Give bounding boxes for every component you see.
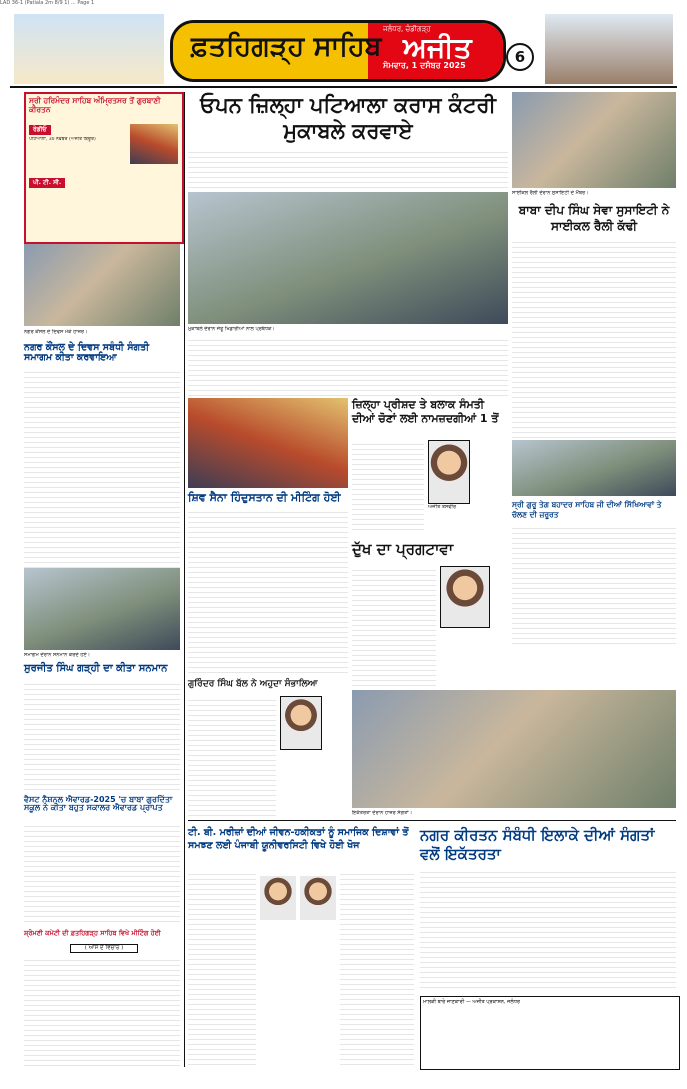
notice-title: ਸ੍ਰੀ ਹਰਿਮੰਦਰ ਸਾਹਿਬ ਅੰਮ੍ਰਿਤਸਰ ਤੋਂ ਗੁਰਬਾਣੀ ਕੀਰਤਨ — [29, 96, 161, 114]
honour-caption: ਸਮਾਗਮ ਦੌਰਾਨ ਸਨਮਾਨ ਕਰਦੇ ਹੋਏ। — [24, 652, 91, 658]
lead-intro — [188, 148, 508, 190]
guru-article — [512, 524, 676, 644]
edition-place: ਜਲੰਧਰ, ਚੰਡੀਗੜ੍ਹ — [383, 25, 431, 33]
section-title: ਫ਼ਤਹਿਗੜ੍ਹ ਸਾਹਿਬ — [191, 31, 382, 62]
header-rule — [10, 86, 677, 88]
gurdwara-illustration — [14, 14, 164, 84]
masthead — [170, 20, 506, 82]
cycle-caption: ਸਾਈਕਲ ਰੈਲੀ ਦੌਰਾਨ ਸੁਸਾਇਟੀ ਦੇ ਮੈਂਬਰ। — [512, 190, 589, 196]
council-article — [24, 368, 180, 568]
notice-tag-ptc: ਪੀ. ਟੀ. ਸੀ. — [29, 178, 65, 188]
notice-text: ਪਟਿਆਲਾ, 30 ਨਵੰਬਰ (ਅਜੀਤ ਬਿਊਰੋ) — [29, 137, 96, 142]
tb-article-col2 — [340, 870, 414, 1066]
gurinder-headline: ਗੁਰਿੰਦਰ ਸਿੰਘ ਬੱਲ ਨੇ ਅਹੁਦਾ ਸੰਭਾਲਿਆ — [188, 679, 318, 689]
lead-group-photo — [188, 192, 508, 324]
ceremony-photo — [512, 440, 676, 496]
nagar-kirtan-headline: ਨਗਰ ਕੀਰਤਨ ਸੰਬੰਧੀ ਇਲਾਕੇ ਦੀਆਂ ਸੰਗਤਾਂ ਵਲੋਂ ਇਕੱਤਰਤਾ — [420, 826, 655, 863]
shiv-sena-photo — [188, 398, 348, 488]
radio-notice-box — [24, 92, 184, 244]
ownership-notice — [420, 996, 680, 1070]
nagar-kirtan-article — [420, 868, 676, 992]
ownership-notice-text: ਮਾਲਕੀ ਬਾਰੇ ਜਾਣਕਾਰੀ — ਅਜੀਤ ਪ੍ਰਕਾਸ਼ਨ, ਜਲੰਧਰ — [423, 999, 520, 1005]
lead-headline: ਓਪਨ ਜ਼ਿਲ੍ਹਾ ਪਟਿਆਲਾ ਕਰਾਸ ਕੰਟਰੀ ਮੁਕਾਬਲੇ ਕਰਵਾਏ — [200, 93, 496, 143]
condolence-article — [352, 566, 436, 686]
council-caption: ਨਗਰ ਕੌਂਸਲ ਦੇ ਦਿਵਸ ਮੌਕੇ ਹਾਜ਼ਰ। — [24, 329, 88, 335]
section-rule — [188, 820, 676, 821]
zila-headline: ਜ਼ਿਲ੍ਹਾ ਪ੍ਰੀਸ਼ਦ ਤੇ ਬਲਾਕ ਸੰਮਤੀ ਦੀਆਂ ਚੋਣਾਂ ਲਈ ਨਾਮਜ਼ਦਗੀਆਂ 1 ਤੋਂ — [352, 398, 499, 425]
condolence-headline: ਦੁੱਖ ਦਾ ਪ੍ਰਗਟਾਵਾ — [352, 540, 454, 558]
official-portrait — [428, 440, 470, 504]
committee-article — [24, 956, 180, 1066]
zila-article — [352, 440, 424, 534]
researcher-portrait-1 — [260, 876, 296, 920]
committee-headline: ਸ਼੍ਰੋਮਣੀ ਕਮੇਟੀ ਦੀ ਫ਼ਤਹਿਗੜ੍ਹ ਸਾਹਿਬ ਵਿਖੇ ਮੀਟਿੰਗ ਹੋਈ — [24, 929, 161, 937]
shiv-sena-headline: ਸ਼ਿਵ ਸੈਨਾ ਹਿੰਦੁਸਤਾਨ ਦੀ ਮੀਟਿੰਗ ਹੋਈ — [188, 491, 341, 504]
cycle-rally-photo — [512, 92, 676, 188]
cycle-headline: ਬਾਬਾ ਦੀਪ ਸਿੰਘ ਸੇਵਾ ਸੁਸਾਇਟੀ ਨੇ ਸਾਈਕਲ ਰੈਲੀ ਕੱਢੀ — [518, 203, 670, 233]
council-headline: ਨਗਰ ਕੌਂਸਲ ਦੇ ਦਿਵਸ ਸਬੰਧੀ ਸੰਗਤੀ ਸਮਾਗਮ ਕੀਤਾ ਕਰਵਾਇਆ — [24, 342, 150, 363]
school-award-article — [24, 822, 180, 926]
tb-research-headline: ਟੀ. ਬੀ. ਮਰੀਜ਼ਾਂ ਦੀਆਂ ਜੀਵਨ-ਹਕੀਕਤਾਂ ਨੂੰ ਸਮਾਜਿਕ ਦਿਸ਼ਾਵਾਂ ਤੋਂ ਸਮਝਣ ਲਈ ਪੰਜਾਬੀ ਯੂਨੀਵਰਸਿਟੀ ਵਿਖੇ ਹੋਈ ਖੋਜ — [188, 827, 409, 851]
gurinder-article — [188, 696, 276, 816]
school-award-headline: ਵੈਸਟ ਨੈਸ਼ਨਲ ਐਵਾਰਡ-2025 'ਚ ਬਾਬਾ ਗੁਰਦਿੱਤਾ ਸਕੂਲ ਨੇ ਕੀਤਾ ਬਹੁਤ ਸਕਾਲਰ ਐਵਾਰਡ ਪ੍ਰਾਪਤ — [24, 795, 173, 813]
honour-photo — [24, 568, 180, 650]
golden-temple-photo — [130, 124, 178, 164]
brand-name: ਅਜੀਤ — [403, 31, 472, 64]
nagar-caption: ਇਕੱਤਰਤਾ ਦੌਰਾਨ ਹਾਜ਼ਰ ਸੰਗਤਾਂ। — [352, 810, 413, 816]
guru-headline: ਸ੍ਰੀ ਗੁਰੂ ਤੇਗ ਬਹਾਦਰ ਸਾਹਿਬ ਜੀ ਦੀਆਂ ਸਿੱਖਿਆਵਾਂ ਤੇ ਚੱਲਣ ਦੀ ਜ਼ਰੂਰਤ — [512, 500, 662, 519]
page-number: 6 — [506, 43, 534, 71]
issue-date: ਸੋਮਵਾਰ, 1 ਦਸੰਬਰ 2025 — [383, 61, 466, 70]
lead-caption: ਮੁਕਾਬਲੇ ਦੌਰਾਨ ਜੇਤੂ ਖਿਡਾਰੀਆਂ ਨਾਲ ਪ੍ਰਬੰਧਕ। — [188, 326, 275, 332]
honour-headline: ਸੁਰਜੀਤ ਸਿੰਘ ਗੜ੍ਹੀ ਦਾ ਕੀਤਾ ਸਨਮਾਨ — [24, 663, 168, 674]
shiv-sena-article — [188, 508, 348, 676]
column-rule-left — [184, 92, 185, 1067]
lead-article — [188, 336, 508, 396]
tb-article-col1 — [188, 870, 256, 1066]
gurinder-portrait — [280, 696, 322, 750]
council-photo — [24, 244, 180, 326]
fort-illustration — [545, 14, 673, 84]
portrait-credit: ਅਜੀਤ ਤਸਵੀਰ — [428, 504, 457, 510]
cycle-article — [512, 238, 676, 438]
honour-article — [24, 680, 180, 790]
print-slug: LAD 36-1 (Patiala 2m 8/9 1) ... Page 1 — [0, 0, 687, 10]
researcher-portrait-2 — [300, 876, 336, 920]
condolence-portrait — [440, 566, 490, 628]
notice-tag-radio: ਰੇਡੀਓ — [29, 125, 51, 135]
aas-label: ( ਆਸ ਦੇ ਵਿਚਾਰ ) — [70, 944, 138, 953]
nagar-kirtan-photo — [352, 690, 676, 808]
